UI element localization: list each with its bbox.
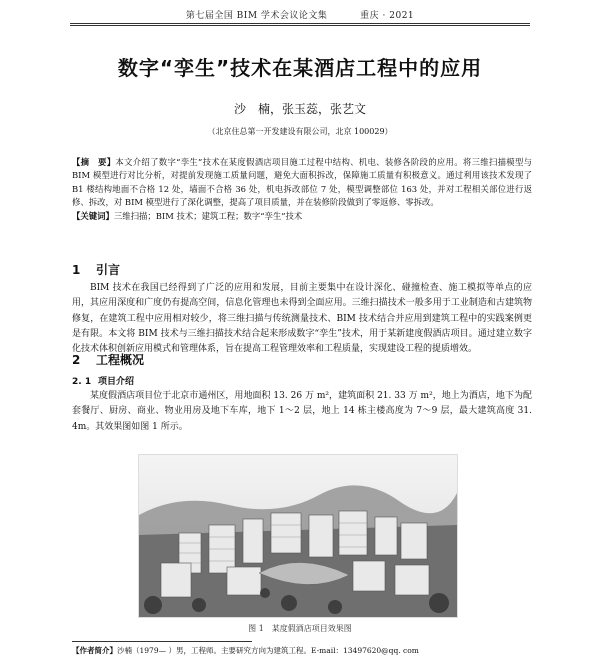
- header-rule-top: [70, 23, 530, 24]
- footnote-rule: [72, 641, 252, 642]
- section-2-number: 2: [72, 353, 81, 367]
- header-journal: 第七届全国 BIM 学术会议论文集: [185, 11, 328, 21]
- author-list: 沙 楠，张玉蕊，张艺文: [233, 102, 366, 116]
- abstract-text: 本文介绍了数字“孪生”技术在某度假酒店项目施工过程中结构、机电、装修各阶段的应用。将三维扫描模型与 BIM 模型进行对比分析，对提前发现施工质量问题，避免大面积拆改，保障施工质量有积极意义。通过利用该技术发现了 B1 楼结构地面不合格 12 处，墙面不合格 36 处，机电拆改部位 7 处，模型调整部位 163 处，并对工程相关部位进行返修、拆改，对 BIM 模型进行了深化调整，提高了项目质量，并在装修阶段做到了零返修、零拆改。: [72, 157, 533, 208]
- subsection-2-1-number: 2. 1: [72, 377, 92, 387]
- affiliation: （北京住总第一开发建设有限公司，北京 100029）: [207, 127, 393, 136]
- hotel-rendering-figure: [138, 454, 458, 618]
- paper-title: 数字“孪生”技术在某酒店工程中的应用: [117, 56, 483, 80]
- section-1-title: 引言: [96, 263, 121, 277]
- section-2-title: 工程概况: [96, 353, 145, 367]
- figure-1-caption: 图 1 某度假酒店项目效果图: [248, 624, 352, 633]
- footnote-label: 【作者简介】: [72, 646, 117, 655]
- section-1-number: 1: [72, 263, 81, 277]
- subsection-2-1-body: [72, 389, 532, 435]
- footnote-text: 沙楠（1979— ）男，工程师。主要研究方向为建筑工程。E-mail：13497620@qq. com: [117, 646, 419, 655]
- section-1-paragraph: BIM 技术在我国已经得到了广泛的应用和发展，目前主要集中在设计深化、碰撞检查、施工模拟等单点的应用，其应用深度和广度仍有提高空间，信息化管理也未得到全面应用。三维扫描技术一般多用于工业制造和古建筑物修复，在建筑工程中应用相对较少，将三维扫描与传统测量技术、BIM 技术结合并应用到建筑工程中的实践案例更是有限。本文将 BIM 技术与三维扫描技术结合起来形成数字“孪生”技术，用于某新建度假酒店项目。通过建立数字化技术体积创新应用模式和管理体系，旨在提高工程管理效率和工程质量，实现建设工程的提质增效。: [72, 283, 532, 355]
- keywords-label: 【关键词】: [72, 210, 114, 221]
- abstract-block: [72, 156, 532, 223]
- keywords-text: 三维扫描；BIM 技术；建筑工程；数字“孪生”技术: [113, 210, 303, 221]
- running-header: [70, 8, 530, 21]
- header-location: 重庆 · 2021: [360, 11, 415, 21]
- header-rule-bottom: [70, 25, 530, 26]
- subsection-2-1-paragraph: 某度假酒店项目位于北京市通州区，用地面积 13. 26 万 m²，建筑面积 21. 33 万 m²，地上为酒店，地下为配套餐厅、厨房、商业、物业用房及地下车库，地下 1～2 层，地上 14 栋主楼高度为 7～9 层，最大建筑高度 31. 4m。其效果图如图 1 所示。: [72, 391, 532, 432]
- section-1-body: [72, 281, 532, 357]
- subsection-2-1-title: 项目介绍: [98, 377, 135, 387]
- section-2-heading: [72, 351, 144, 368]
- subsection-2-1-heading: [72, 374, 134, 387]
- abstract-label: 【摘 要】: [72, 157, 116, 167]
- author-footnote: [72, 645, 542, 656]
- section-1-heading: [72, 261, 120, 278]
